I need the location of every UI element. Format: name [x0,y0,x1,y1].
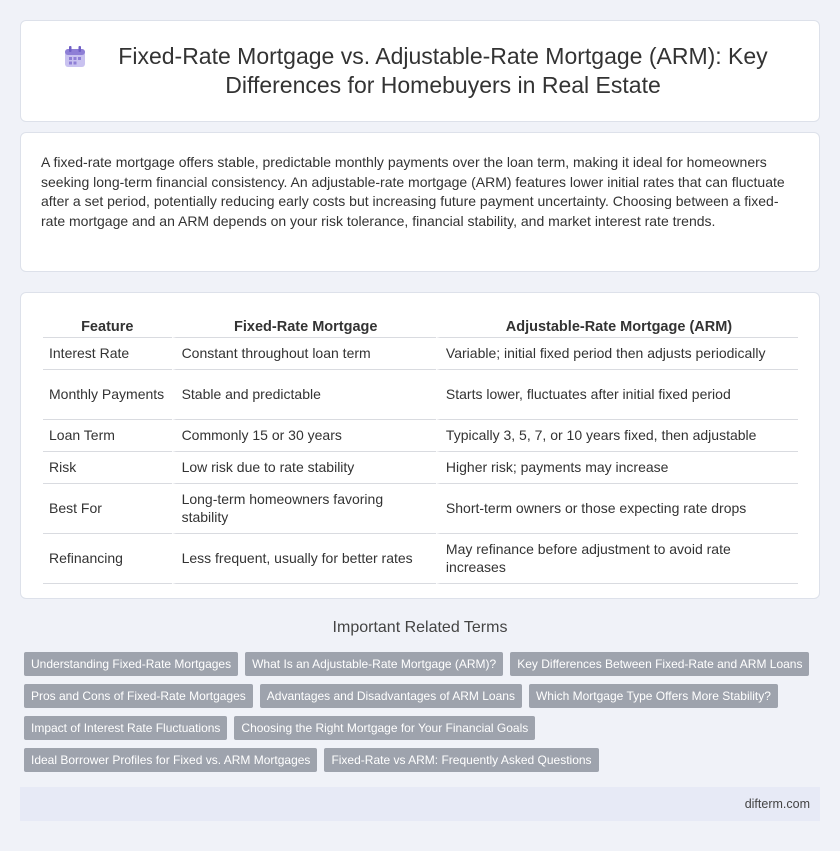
column-header-fixed-rate: Fixed-Rate Mortgage [172,311,436,338]
column-header-feature: Feature [43,311,172,338]
table-row [43,338,798,370]
related-terms-list [24,652,824,780]
table-cell: Commonly 15 or 30 years [172,420,436,452]
table-cell: Best For [43,484,172,534]
related-term-link[interactable]: Advantages and Disadvantages of ARM Loans [260,684,522,708]
related-term-link[interactable]: Ideal Borrower Profiles for Fixed vs. ARM Mortgages [24,748,317,772]
column-header-arm: Adjustable-Rate Mortgage (ARM) [436,311,798,338]
related-term-link[interactable]: Fixed-Rate vs ARM: Frequently Asked Questions [324,748,598,772]
table-cell: Less frequent, usually for better rates [172,534,436,584]
table-cell: May refinance before adjustment to avoid rate increases [436,534,798,584]
footer [20,787,820,821]
table-cell: Refinancing [43,534,172,584]
table-cell: Loan Term [43,420,172,452]
comparison-table-card [20,292,820,599]
intro-paragraph: A fixed-rate mortgage offers stable, predictable monthly payments over the loan term, making it ideal for homeowners seeking long-term financial consistency. An adjustable-rate mortgage (ARM) features lower initial rates that can fluctuate after a set period, potentially reducing early costs but increasing future payment uncertainty. Choosing between a fixed-rate mortgage and an ARM depends on your risk tolerance, financial stability, and market interest rate trends. [41,154,785,229]
calendar-icon [61,43,89,71]
footer-site-link[interactable]: difterm.com [744,797,810,811]
intro-card [20,132,820,272]
table-row [43,420,798,452]
table-cell: Constant throughout loan term [172,338,436,370]
related-term-link[interactable]: Choosing the Right Mortgage for Your Financial Goals [234,716,535,740]
table-header-row [43,311,798,338]
table-row [43,484,798,534]
table-row [43,370,798,420]
related-term-link[interactable]: Key Differences Between Fixed-Rate and ARM Loans [510,652,809,676]
table-cell: Starts lower, fluctuates after initial fixed period [436,370,798,420]
table-cell: Low risk due to rate stability [172,452,436,484]
table-cell: Typically 3, 5, 7, or 10 years fixed, then adjustable [436,420,798,452]
table-cell: Short-term owners or those expecting rate drops [436,484,798,534]
table-cell: Long-term homeowners favoring stability [172,484,436,534]
related-term-link[interactable]: What Is an Adjustable-Rate Mortgage (ARM)? [245,652,503,676]
table-row [43,534,798,584]
table-cell: Monthly Payments [43,370,172,420]
table-cell: Risk [43,452,172,484]
related-term-link[interactable]: Understanding Fixed-Rate Mortgages [24,652,238,676]
table-cell: Variable; initial fixed period then adjusts periodically [436,338,798,370]
table-cell: Interest Rate [43,338,172,370]
related-terms-heading: Important Related Terms [332,619,508,636]
table-cell: Higher risk; payments may increase [436,452,798,484]
table-cell: Stable and predictable [172,370,436,420]
related-term-link[interactable]: Pros and Cons of Fixed-Rate Mortgages [24,684,253,708]
header-card [20,20,820,122]
table-row [43,452,798,484]
comparison-table [43,311,798,584]
related-term-link[interactable]: Impact of Interest Rate Fluctuations [24,716,227,740]
related-term-link[interactable]: Which Mortgage Type Offers More Stability? [529,684,778,708]
page-title: Fixed-Rate Mortgage vs. Adjustable-Rate Mortgage (ARM): Key Differences for Homebuyers in Real Estate [118,43,768,98]
